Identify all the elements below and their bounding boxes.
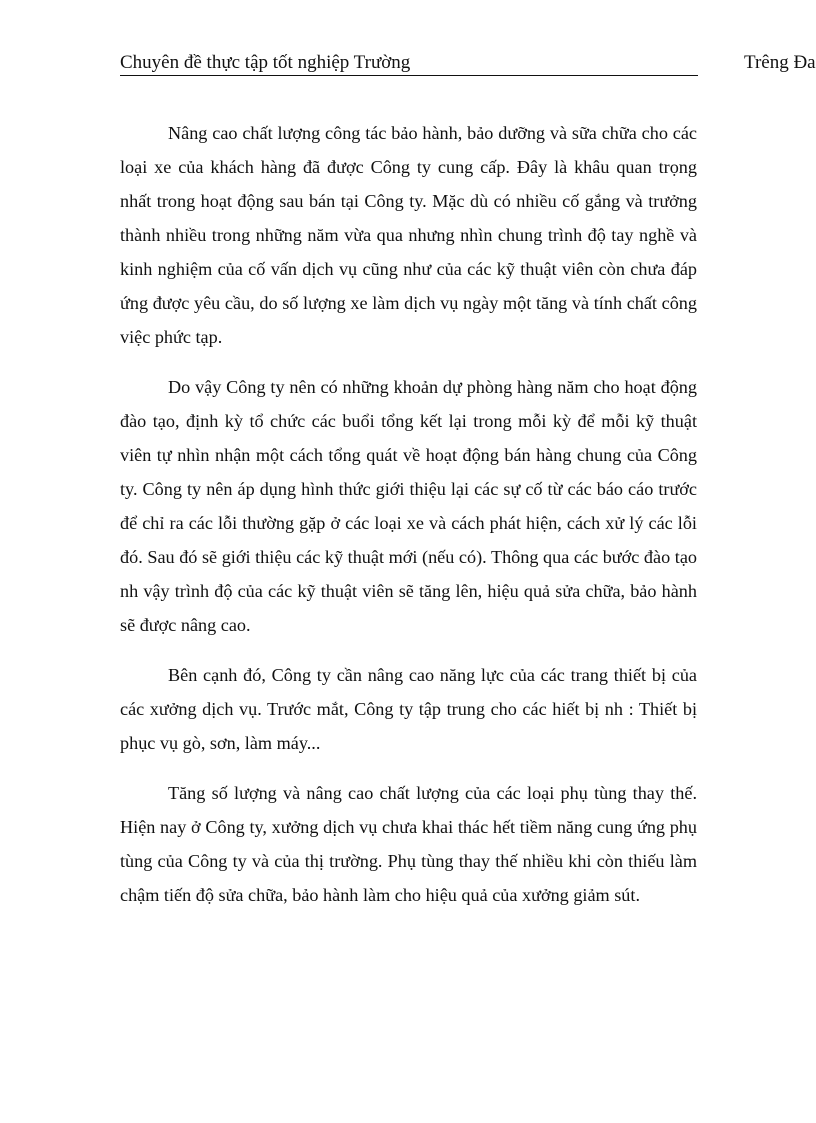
header-divider: [120, 75, 698, 76]
paragraph-training: Do vậy Công ty nên có những khoản dự phòng hàng năm cho hoạt động đào tạo, định kỳ tổ chức các buổi tổng kết lại trong mỗi kỳ để mỗi kỹ thuật viên tự nhìn nhận một cách tổng quát về hoạt động bán hàng chung của Công ty. Công ty nên áp dụng hình thức giới thiệu lại các sự cố từ các báo cáo trước để chỉ ra các lỗi thường gặp ở các loại xe và cách phát hiện, cách xử lý các lỗi đó. Sau đó sẽ giới thiệu các kỹ thuật mới (nếu có). Thông qua các bước đào tạo nh vậy trình độ của các kỹ thuật viên sẽ tăng lên, hiệu quả sửa chữa, bảo hành sẽ được nâng cao.: [120, 377, 697, 635]
page-header-school: Trêng Đa: [744, 52, 816, 73]
paragraph-warranty-quality: Nâng cao chất lượng công tác bảo hành, bảo dưỡng và sữa chữa cho các loại xe của khách hàng đã được Công ty cung cấp. Đây là khâu quan trọng nhất trong hoạt động sau bán tại Công ty. Mặc dù có nhiều cố gắng và trưởng thành nhiều trong những năm vừa qua nhưng nhìn chung trình độ tay nghề và kinh nghiệm của cố vấn dịch vụ cũng như của các kỹ thuật viên còn chưa đáp ứng được yêu cầu, do số lượng xe làm dịch vụ ngày một tăng và tính chất công việc phức tạp.: [120, 123, 697, 347]
paragraph-spare-parts: Tăng số lượng và nâng cao chất lượng của các loại phụ tùng thay thế. Hiện nay ở Công ty, xưởng dịch vụ chưa khai thác hết tiềm năng cung ứng phụ tùng của Công ty và của thị trường. Phụ tùng thay thế nhiều khi còn thiếu làm chậm tiến độ sửa chữa, bảo hành làm cho hiệu quả của xưởng giảm sút.: [120, 783, 697, 905]
page-header-title: Chuyên đề thực tập tốt nghiệp Trường: [120, 52, 411, 73]
paragraph-equipment: Bên cạnh đó, Công ty cần nâng cao năng lực của các trang thiết bị của các xưởng dịch vụ. Trước mắt, Công ty tập trung cho các hiết bị nh : Thiết bị phục vụ gò, sơn, làm máy...: [120, 665, 697, 753]
body-text: [120, 116, 697, 928]
